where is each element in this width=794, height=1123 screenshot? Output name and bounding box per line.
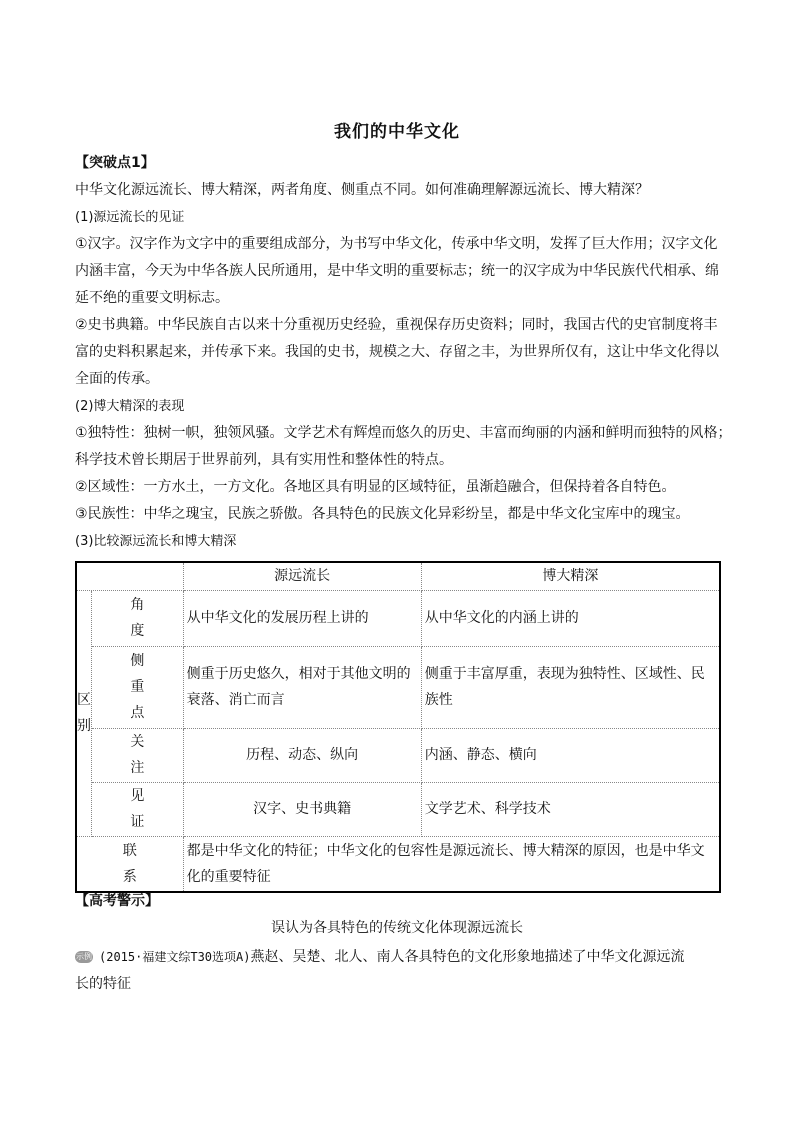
row-label-cell: [92, 728, 184, 782]
table-cell: 从中华文化的发展历程上讲的: [183, 590, 421, 646]
table-row: [76, 728, 720, 782]
table-row: [76, 782, 720, 836]
row-label-char: 证: [130, 814, 145, 830]
page-title: 我们的中华文化: [334, 122, 460, 142]
row-label-cell: [92, 590, 184, 646]
warning-header: 【高考警示】: [75, 893, 159, 909]
table-cell: 侧重于历史悠久，相对于其他文明的衰落、消亡而言: [183, 646, 421, 728]
para-4: ②区域性：一方水土，一方文化。各地区具有明显的区域特征，虽渐趋融合，但保持着各自特色。: [75, 479, 676, 495]
group-label-cell: [76, 590, 92, 836]
table-corner-cell: [76, 562, 183, 590]
row-label-char: 见: [130, 788, 145, 804]
row-label-char: 注: [130, 760, 145, 776]
example-line-1: 燕赵、吴楚、北人、南人各具特色的文化形象地描述了中华文化源远流: [250, 949, 685, 965]
group-label-char: 别: [77, 718, 91, 734]
table-cell: 侧重于丰富厚重，表现为独特性、区域性、民族性: [421, 646, 720, 728]
row-label-cell: [92, 646, 184, 728]
subheading-2: (2)博大精深的表现: [75, 399, 185, 414]
warning-title: 误认为各具特色的传统文化体现源远流长: [271, 920, 523, 936]
table-cell: 文学艺术、科学技术: [421, 782, 720, 836]
example-icon: 示例: [76, 952, 92, 961]
link-label-cell: [76, 836, 183, 892]
row-label-cell: [92, 782, 184, 836]
col-header-1: 源远流长: [183, 562, 421, 590]
row-label-char: 点: [130, 705, 145, 721]
link-label-char: 系: [122, 868, 137, 885]
link-text-cell: 都是中华文化的特征；中华文化的包容性是源远流长、博大精深的原因，也是中华文化的重要特征: [183, 836, 720, 892]
example-block: [75, 944, 725, 998]
section-1: [75, 150, 732, 555]
para-2-line-3: 全面的传承。: [75, 371, 159, 387]
example-source: (2015·福建文综T30选项A): [99, 950, 251, 964]
link-label-char: 联: [122, 842, 137, 859]
para-5: ③民族性：中华之瑰宝，民族之骄傲。各具特色的民族文化异彩纷呈，都是中华文化宝库中的瑰宝。: [75, 506, 690, 522]
row-label-char: 侧: [130, 653, 145, 669]
para-1-line-3: 延不绝的重要文明标志。: [75, 290, 229, 306]
row-label-char: 重: [130, 679, 145, 695]
para-3-line-2: 科学技术曾长期居于世界前列，具有实用性和整体性的特点。: [75, 452, 453, 468]
table-cell: 内涵、静态、横向: [421, 728, 720, 782]
para-1-line-2: 内涵丰富，今天为中华各族人民所通用，是中华文明的重要标志；统一的汉字成为中华民族代代相承、绵: [75, 263, 719, 279]
subheading-1: (1)源远流长的见证: [75, 210, 185, 225]
row-label-char: 角: [130, 597, 145, 613]
col-header-2: 博大精深: [421, 562, 720, 590]
subheading-3: (3)比较源远流长和博大精深: [75, 534, 237, 549]
table-row: [76, 590, 720, 646]
table-row-link: [76, 836, 720, 892]
para-2-line-1: ②史书典籍。中华民族自古以来十分重视历史经验，重视保存历史资料；同时，我国古代的史官制度将丰: [75, 317, 718, 333]
section-header: 【突破点1】: [75, 155, 155, 171]
group-label-char: 区: [77, 692, 91, 708]
row-label-char: 度: [130, 623, 145, 639]
table-cell: 从中华文化的内涵上讲的: [421, 590, 720, 646]
question: 中华文化源远流长、博大精深，两者角度、侧重点不同。如何准确理解源远流长、博大精深？: [75, 182, 649, 198]
table-cell: 汉字、史书典籍: [183, 782, 421, 836]
para-3-line-1: ①独特性：独树一帜，独领风骚。文学艺术有辉煌而悠久的历史、丰富而绚丽的内涵和鲜明而独特的风格；: [75, 425, 732, 441]
para-1-line-1: ①汉字。汉字作为文字中的重要组成部分，为书写中华文化，传承中华文明，发挥了巨大作用；汉字文化: [75, 236, 718, 252]
table-header-row: [76, 562, 720, 590]
comparison-table: [75, 561, 721, 893]
table-row: [76, 646, 720, 728]
table-cell: 历程、动态、纵向: [183, 728, 421, 782]
para-2-line-2: 富的史料积累起来，并传承下来。我国的史书，规模之大、存留之丰，为世界所仅有，这让中华文化得以: [75, 344, 719, 360]
example-line-2: 长的特征: [75, 976, 131, 992]
row-label-char: 关: [130, 734, 145, 750]
